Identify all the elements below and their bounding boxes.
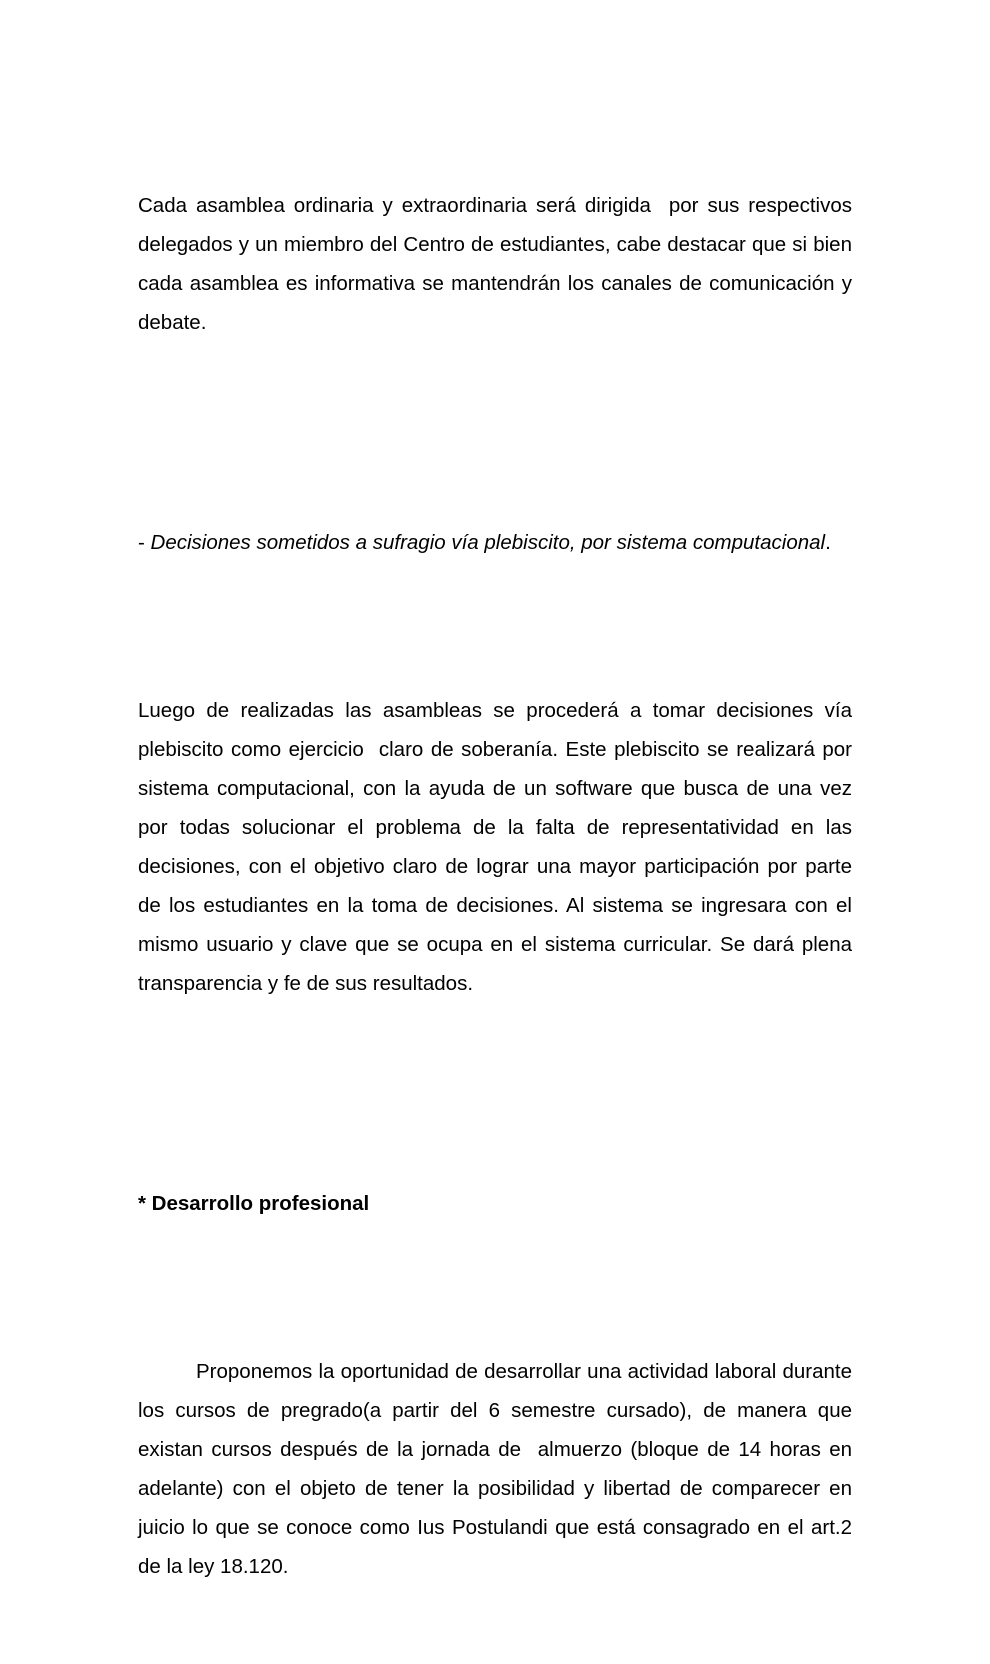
paragraph-plebiscito: Luego de realizadas las asambleas se procederá a tomar decisiones vía plebiscito como ejercicio claro de soberanía. Este plebiscito se realizará por sistema computacional, con la ayuda de un software que busca de una vez por todas solucionar el problema de la falta de representatividad en las decisiones, con el objetivo claro de lograr una mayor participación por parte de los estudiantes en la toma de decisiones. Al sistema se ingresara con el mismo usuario y clave que se ocupa en el sistema curricular. Se dará plena transparencia y fe de sus resultados.	[138, 699, 858, 995]
document-body	[138, 108, 858, 1664]
heading-desarrollo-profesional: * Desarrollo profesional	[138, 1192, 370, 1215]
paragraph-asambleas: Cada asamblea ordinaria y extraordinaria será dirigida por sus respectivos delegados y un miembro del Centro de estudiantes, cabe destacar que si bien cada asamblea es informativa se mantendrán los canales de comunicación y debate.	[138, 194, 858, 334]
subheading-suffix: .	[825, 531, 831, 554]
paragraph-desarrollo: Proponemos la oportunidad de desarrollar una actividad laboral durante los cursos de pregrado(a partir del 6 semestre cursado), de manera que existan cursos después de la jornada de almuerzo (bloque de 14 horas en adelante) con el objeto de tener la posibilidad y libertad de comparecer en juicio lo que se conoce como Ius Postulandi que está consagrado en el art.2 de la ley 18.120.	[138, 1360, 858, 1578]
subheading-italic-text: Decisiones sometidos a sufragio vía plebiscito, por sistema computacional	[150, 531, 826, 554]
subheading-decisiones	[138, 523, 852, 562]
subheading-prefix: -	[138, 531, 151, 554]
